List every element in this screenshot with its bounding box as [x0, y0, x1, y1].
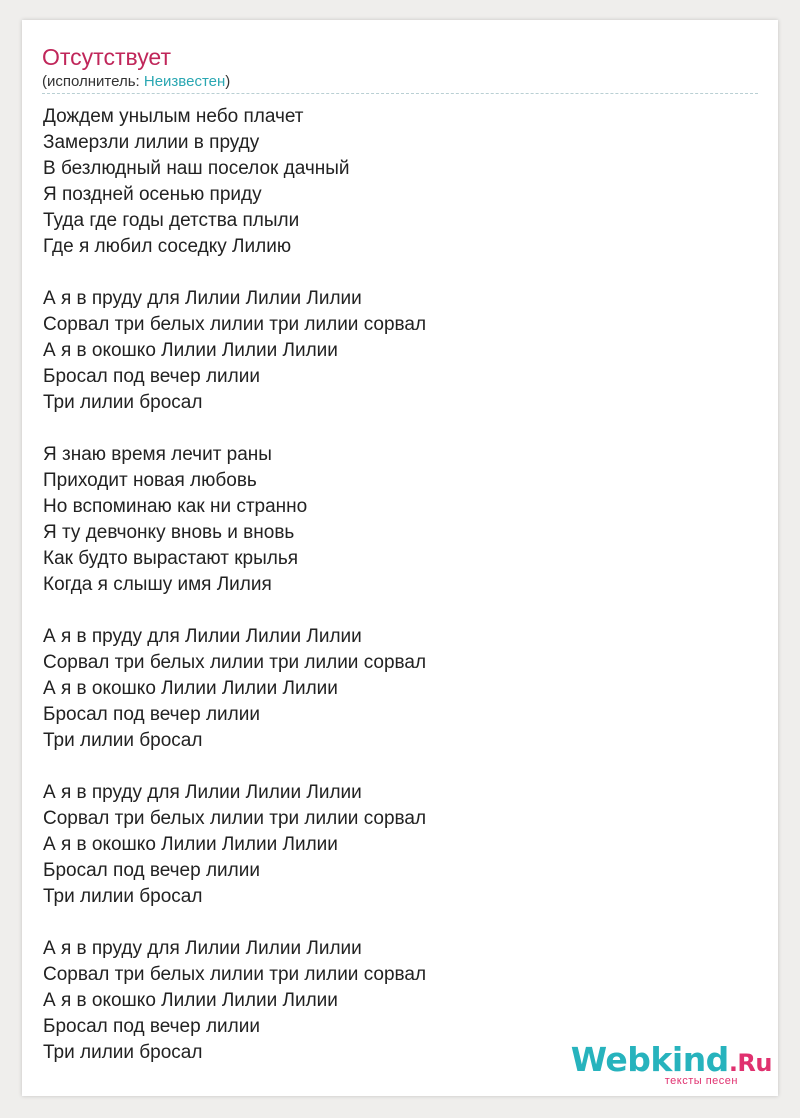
lyric-line: А я в окошко Лилии Лилии Лилии [43, 990, 338, 1011]
lyrics-body [43, 104, 426, 1066]
lyric-line: Я знаю время лечит раны [43, 444, 272, 465]
lyric-line: А я в пруду для Лилии Лилии Лилии [43, 288, 362, 309]
lyric-line: Как будто вырастают крылья [43, 548, 299, 569]
lyric-line: Я поздней осенью приду [43, 184, 262, 205]
lyric-line: А я в окошко Лилии Лилии Лилии [43, 340, 338, 361]
lyric-line: А я в пруду для Лилии Лилии Лилии [43, 626, 362, 647]
lyric-line: Сорвал три белых лилии три лилии сорвал [43, 652, 427, 673]
lyric-line: Но вспоминаю как ни странно [43, 496, 308, 517]
lyric-line: Туда где годы детства плыли [43, 210, 300, 231]
lyric-line: Три лилии бросал [43, 886, 203, 907]
lyric-line: Приходит новая любовь [43, 470, 257, 491]
artist-link[interactable]: Неизвестен [143, 73, 226, 90]
lyric-line: Бросал под вечер лилии [43, 366, 260, 387]
lyric-line: А я в пруду для Лилии Лилии Лилии [43, 782, 362, 803]
lyric-line: В безлюдный наш поселок дачный [43, 158, 350, 179]
lyrics-stanza [43, 104, 426, 260]
lyric-line: А я в пруду для Лилии Лилии Лилии [43, 938, 362, 959]
logo-tld-text: .Ru [728, 1049, 772, 1077]
lyrics-stanza [43, 624, 426, 754]
dashed-divider [42, 93, 758, 94]
lyrics-stanza [43, 936, 426, 1066]
lyric-line: Бросал под вечер лилии [43, 1016, 260, 1037]
artist-line [42, 72, 230, 92]
lyric-line: Сорвал три белых лилии три лилии сорвал [43, 314, 427, 335]
lyric-line: А я в окошко Лилии Лилии Лилии [43, 834, 338, 855]
lyric-line: Когда я слышу имя Лилия [43, 574, 272, 595]
lyric-line: Три лилии бросал [43, 392, 203, 413]
lyric-line: А я в окошко Лилии Лилии Лилии [43, 678, 338, 699]
webkind-logo[interactable] [570, 1040, 772, 1088]
lyrics-sheet [22, 20, 778, 1096]
lyric-line: Где я любил соседку Лилию [43, 236, 292, 257]
lyrics-stanza [43, 780, 426, 910]
artist-prefix: (исполнитель: [42, 73, 144, 90]
lyrics-stanza [43, 286, 426, 416]
lyric-line: Бросал под вечер лилии [43, 860, 260, 881]
song-title: Отсутствует [42, 44, 171, 70]
logo-tagline: тексты песен [664, 1075, 738, 1087]
lyric-line: Сорвал три белых лилии три лилии сорвал [43, 808, 427, 829]
lyric-line: Три лилии бросал [43, 1042, 203, 1063]
lyrics-stanza [43, 442, 426, 598]
lyric-line: Я ту девчонку вновь и вновь [43, 522, 295, 543]
lyric-line: Бросал под вечер лилии [43, 704, 260, 725]
logo-main-text: Webkind [570, 1040, 729, 1079]
lyric-line: Замерзли лилии в пруду [43, 132, 260, 153]
artist-suffix: ) [225, 73, 231, 90]
lyric-line: Дождем унылым небо плачет [43, 106, 304, 127]
lyric-line: Сорвал три белых лилии три лилии сорвал [43, 964, 427, 985]
lyric-line: Три лилии бросал [43, 730, 203, 751]
